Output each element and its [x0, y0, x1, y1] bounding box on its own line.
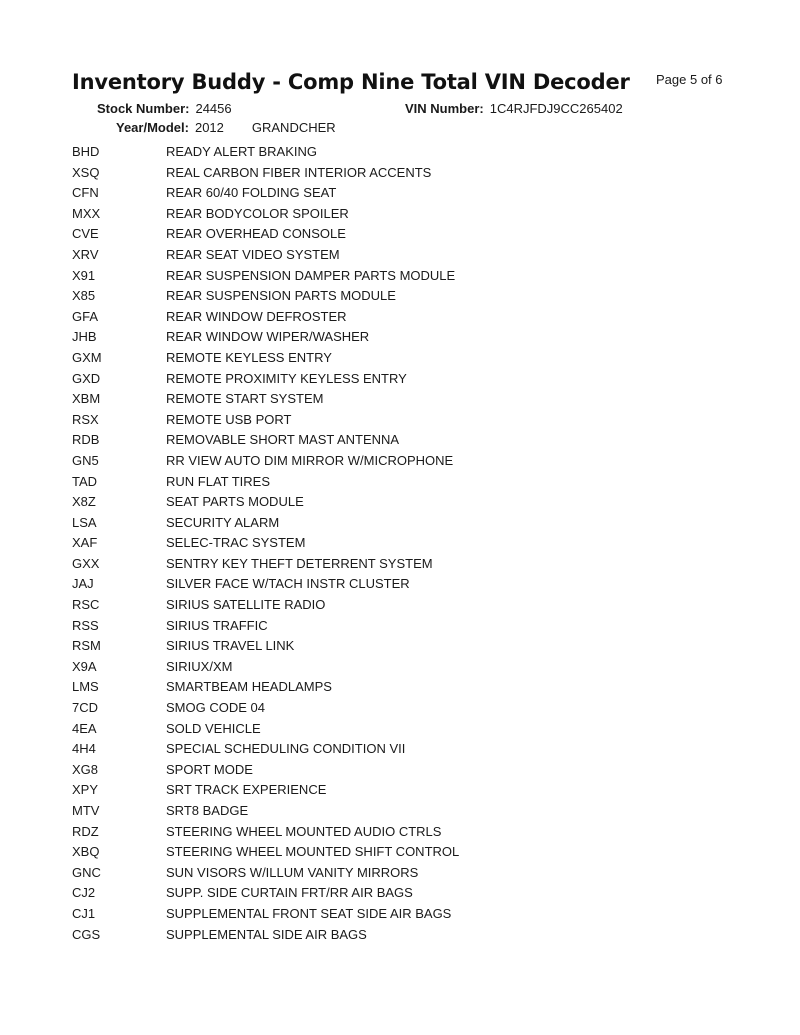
option-description: SUN VISORS W/ILLUM VANITY MIRRORS — [166, 864, 419, 880]
option-code: X91 — [72, 267, 96, 283]
option-code: LSA — [72, 514, 97, 530]
option-row — [72, 657, 459, 678]
option-code: X9A — [72, 658, 97, 674]
option-code: MTV — [72, 803, 100, 818]
option-description: STEERING WHEEL MOUNTED SHIFT CONTROL — [166, 844, 460, 860]
option-description: SELEC-TRAC SYSTEM — [166, 535, 306, 551]
option-row — [72, 410, 459, 431]
year-model-row — [116, 120, 336, 135]
option-code: XPY — [72, 782, 99, 798]
option-description: REMOTE USB PORT — [166, 411, 292, 427]
option-code: CVE — [72, 226, 99, 242]
option-description: STEERING WHEEL MOUNTED AUDIO CTRLS — [166, 823, 442, 839]
option-row — [72, 142, 459, 163]
option-code: GXD — [72, 370, 101, 386]
option-code-list — [72, 142, 459, 945]
option-row — [72, 760, 459, 781]
option-row — [72, 307, 459, 328]
option-code: CFN — [72, 185, 99, 201]
option-code: X85 — [72, 288, 96, 304]
vin-number-row — [405, 101, 623, 116]
option-row — [72, 492, 459, 513]
option-description: SPORT MODE — [166, 761, 253, 777]
option-description: REAR WINDOW DEFROSTER — [166, 308, 347, 324]
option-description: REAR BODYCOLOR SPOILER — [166, 205, 349, 221]
option-description: SEAT PARTS MODULE — [166, 494, 304, 510]
option-row — [72, 616, 459, 637]
option-row — [72, 739, 459, 760]
option-code: 7CD — [72, 700, 99, 716]
option-row — [72, 245, 459, 266]
option-row — [72, 554, 459, 575]
option-description: REMOVABLE SHORT MAST ANTENNA — [166, 432, 400, 448]
page-number: Page 5 of 6 — [656, 72, 723, 87]
option-row — [72, 842, 459, 863]
option-description: REAR OVERHEAD CONSOLE — [166, 226, 346, 242]
option-code: MXX — [72, 205, 101, 221]
option-row — [72, 574, 459, 595]
option-row — [72, 698, 459, 719]
option-description: REMOTE START SYSTEM — [166, 391, 324, 407]
option-description: SECURITY ALARM — [166, 514, 280, 530]
option-description: RUN FLAT TIRES — [166, 473, 271, 489]
option-description: SMOG CODE 04 — [166, 700, 265, 716]
option-code: BHD — [72, 144, 100, 159]
option-row — [72, 286, 459, 307]
option-row — [72, 451, 459, 472]
option-code: JHB — [72, 329, 97, 345]
option-code: CJ2 — [72, 885, 96, 901]
option-code: X8Z — [72, 494, 96, 510]
option-code: TAD — [72, 473, 98, 489]
option-row — [72, 369, 459, 390]
option-code: CGS — [72, 926, 101, 942]
option-row — [72, 780, 459, 801]
option-code: XAF — [72, 535, 98, 551]
option-code: RDB — [72, 432, 100, 448]
option-code: RDZ — [72, 823, 99, 839]
model-value: GRANDCHER — [251, 120, 336, 135]
option-description: SIRIUX/XM — [166, 658, 233, 674]
year-value: 2012 — [194, 120, 224, 135]
option-description: SRT8 BADGE — [166, 803, 249, 818]
option-row — [72, 348, 459, 369]
option-description: SENTRY KEY THEFT DETERRENT SYSTEM — [166, 555, 433, 571]
option-code: GXX — [72, 555, 100, 571]
option-code: XSQ — [72, 164, 100, 180]
option-description: REMOTE PROXIMITY KEYLESS ENTRY — [166, 370, 407, 386]
option-code: 4H4 — [72, 741, 96, 757]
document-title: Inventory Buddy - Comp Nine Total VIN Decoder — [72, 70, 630, 94]
option-description: SIRIUS TRAVEL LINK — [166, 638, 295, 654]
option-code: CJ1 — [72, 905, 96, 921]
option-description: REMOTE KEYLESS ENTRY — [166, 349, 332, 365]
option-code: RSS — [72, 617, 99, 633]
option-description: SMARTBEAM HEADLAMPS — [166, 679, 332, 695]
option-row — [72, 883, 459, 904]
option-code: XBM — [72, 391, 101, 407]
option-row — [72, 904, 459, 925]
option-description: SUPPLEMENTAL FRONT SEAT SIDE AIR BAGS — [166, 905, 452, 921]
option-row — [72, 677, 459, 698]
option-code: GXM — [72, 349, 102, 365]
option-row — [72, 183, 459, 204]
option-description: RR VIEW AUTO DIM MIRROR W/MICROPHONE — [166, 452, 454, 468]
option-description: REAL CARBON FIBER INTERIOR ACCENTS — [166, 164, 432, 180]
option-row — [72, 430, 459, 451]
option-row — [72, 389, 459, 410]
option-row — [72, 327, 459, 348]
option-row — [72, 472, 459, 493]
option-description: SOLD VEHICLE — [166, 720, 261, 736]
option-code: RSC — [72, 597, 100, 613]
option-code: JAJ — [72, 576, 94, 592]
option-description: READY ALERT BRAKING — [166, 144, 318, 159]
option-description: SPECIAL SCHEDULING CONDITION VII — [166, 741, 406, 757]
option-row — [72, 533, 459, 554]
option-code: XBQ — [72, 844, 100, 860]
option-row — [72, 719, 459, 740]
option-description: SILVER FACE W/TACH INSTR CLUSTER — [166, 576, 410, 592]
year-model-label: Year/Model: — [116, 120, 189, 135]
option-row — [72, 801, 459, 822]
option-code: RSM — [72, 638, 101, 654]
option-code: LMS — [72, 679, 99, 695]
vin-number-value: 1C4RJFDJ9CC265402 — [489, 101, 623, 116]
option-description: REAR 60/40 FOLDING SEAT — [166, 185, 337, 201]
stock-number-row — [97, 101, 232, 116]
option-row — [72, 513, 459, 534]
option-code: XRV — [72, 246, 99, 262]
option-code: GNC — [72, 864, 101, 880]
option-code: 4EA — [72, 720, 97, 736]
option-row — [72, 163, 459, 184]
option-row — [72, 224, 459, 245]
option-row — [72, 636, 459, 657]
option-code: XG8 — [72, 761, 99, 777]
vin-number-label: VIN Number: — [405, 101, 484, 116]
option-description: SIRIUS TRAFFIC — [166, 617, 268, 633]
option-row — [72, 204, 459, 225]
option-description: SRT TRACK EXPERIENCE — [166, 782, 327, 798]
option-description: REAR SEAT VIDEO SYSTEM — [166, 246, 340, 262]
option-description: SIRIUS SATELLITE RADIO — [166, 597, 326, 613]
option-description: SUPP. SIDE CURTAIN FRT/RR AIR BAGS — [166, 885, 413, 901]
option-code: GFA — [72, 308, 99, 324]
option-code: RSX — [72, 411, 99, 427]
option-description: REAR SUSPENSION PARTS MODULE — [166, 288, 396, 304]
option-row — [72, 863, 459, 884]
stock-number-value: 24456 — [195, 101, 232, 116]
option-row — [72, 925, 459, 946]
option-row — [72, 266, 459, 287]
option-description: REAR SUSPENSION DAMPER PARTS MODULE — [166, 267, 456, 283]
option-row — [72, 595, 459, 616]
option-description: SUPPLEMENTAL SIDE AIR BAGS — [166, 926, 367, 942]
option-row — [72, 822, 459, 843]
stock-number-label: Stock Number: — [97, 101, 190, 116]
option-description: REAR WINDOW WIPER/WASHER — [166, 329, 370, 345]
option-code: GN5 — [72, 452, 99, 468]
